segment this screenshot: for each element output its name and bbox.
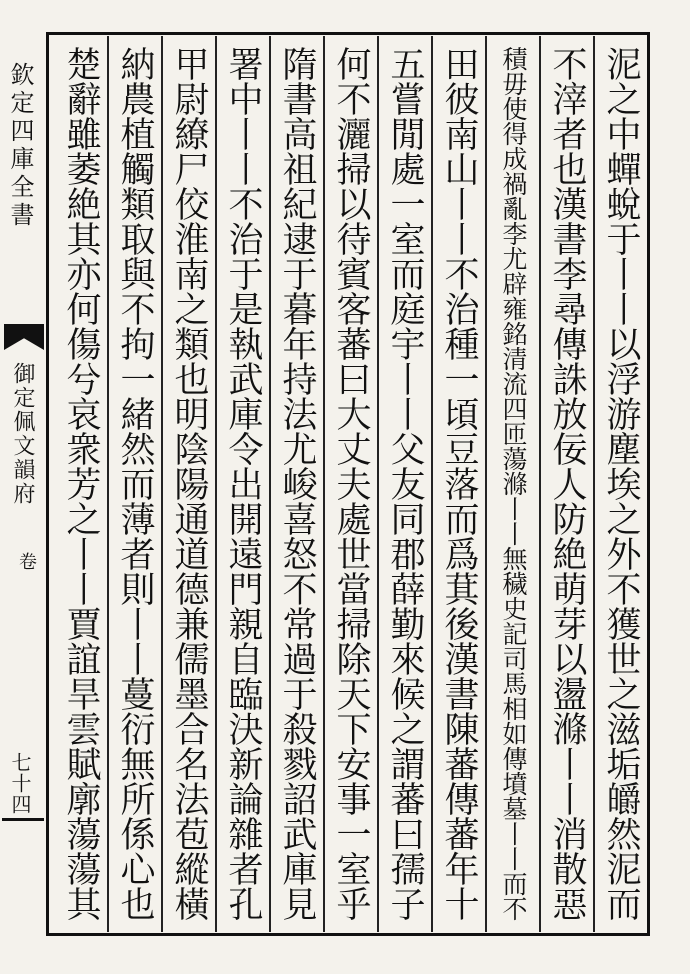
column-text: 隋書高祖紀逮于暮年持法尤峻喜怒不常過于殺戮詔武庫見 xyxy=(277,46,317,921)
column-3 xyxy=(485,36,539,932)
column-5 xyxy=(377,36,431,932)
fish-tail-mark xyxy=(4,324,44,350)
column-text: 積毋使得成禍亂李尤辟雍銘清流四匝蕩滌丨丨無穢史記司馬相如傳墳墓丨丨而不 xyxy=(499,46,528,921)
column-10 xyxy=(107,36,161,932)
column-4 xyxy=(431,36,485,932)
column-6 xyxy=(323,36,377,932)
column-text: 田彼南山丨丨不治種一頃豆落而爲萁後漢書陳蕃傳蕃年十 xyxy=(439,46,479,921)
column-11 xyxy=(53,36,107,932)
column-7 xyxy=(269,36,323,932)
page-number: 七十四 xyxy=(6,752,35,815)
column-1 xyxy=(593,36,647,932)
column-text: 署中丨丨不治于是執武庫令出開遠門親自臨決新論雜者孔 xyxy=(223,46,263,921)
volume-mark: 卷 xyxy=(16,552,37,574)
column-text: 不滓者也漢書李尋傳誅放佞人防絶萌芽以盪滌丨丨消散惡 xyxy=(547,46,587,921)
column-9 xyxy=(161,36,215,932)
text-columns xyxy=(50,36,647,932)
column-text: 納農植觸類取與不拘一緒然而薄者則丨丨蔓衍無所係心也 xyxy=(115,46,155,921)
page-margin xyxy=(0,32,44,936)
column-2 xyxy=(539,36,593,932)
column-text: 楚辭雖萎絶其亦何傷兮哀衆芳之丨丨賈誼旱雲賦廓蕩蕩其 xyxy=(61,46,101,921)
column-text: 何不灑掃以待賓客蕃曰大丈夫處世當掃除天下安事一室乎 xyxy=(331,46,371,921)
column-text: 泥之中蟬蛻于丨丨以浮游塵埃之外不獲世之滋垢皭然泥而 xyxy=(601,46,641,921)
collection-title: 欽定四庫全書 xyxy=(6,62,34,230)
book-title: 御定佩文韻府 xyxy=(10,362,35,506)
column-text: 五嘗閒處一室而庭宇丨丨父友同郡薛勤來候之謂蕃曰孺子 xyxy=(385,46,425,921)
column-8 xyxy=(215,36,269,932)
column-text: 甲尉繚尸佼淮南之類也明陰陽通道德兼儒墨合名法苞縱橫 xyxy=(169,46,209,921)
